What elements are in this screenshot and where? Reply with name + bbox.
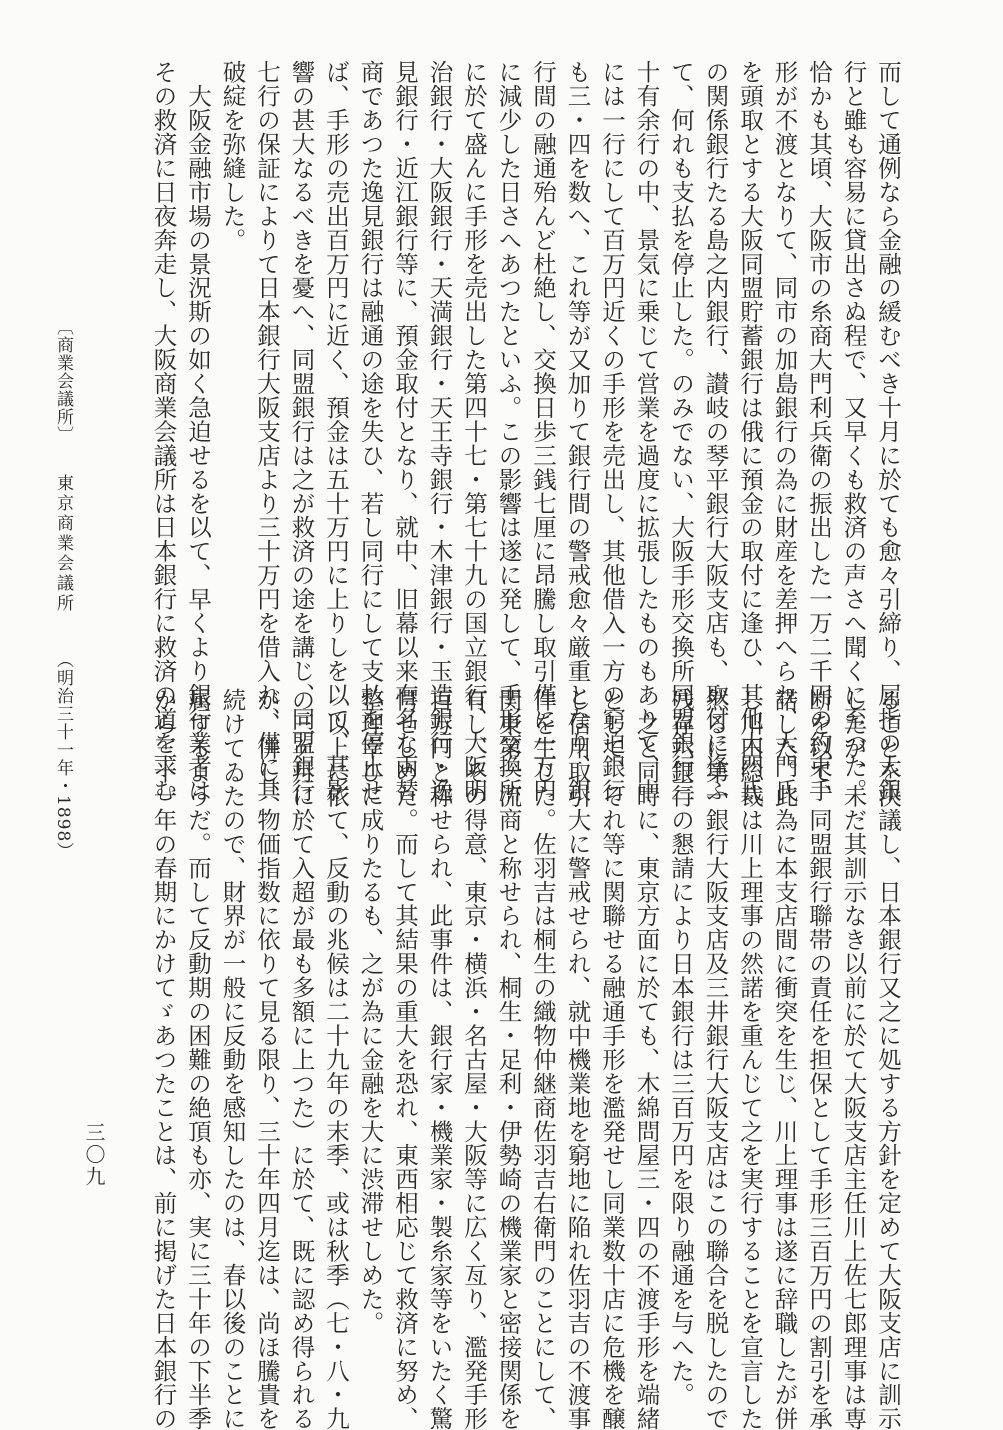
text-column: その救済に日夜奔走し、大阪商業会議所は日本銀行に救済の道を求む bbox=[149, 60, 178, 803]
text-column: 而して通例なら金融の緩むべき十月に於ても愈々引締り、屈指の大銀 bbox=[874, 60, 902, 803]
text-column: 商であつた逸見銀行は融通の途を失ひ、若し同行にして支払を停止せ bbox=[356, 60, 385, 803]
text-column: 行と雖も容易に貸出さぬ程で、又早くも救済の声さへ聞くに至つた。 bbox=[839, 60, 868, 803]
text-column: 行間の融通殆んど杜絶し、交換日歩三銭七厘に昂騰し取引僅に一万円 bbox=[529, 60, 557, 803]
text-column: 然るに第一銀行大阪支店及三井銀行大阪支店はこの聯合を脱したので bbox=[701, 688, 730, 1430]
text-column: の三ケ月に於て入超が最も多額に上つた）に於て、既に認め得られる bbox=[287, 688, 316, 1430]
citation-category: 〔商業会議所〕 bbox=[53, 318, 73, 444]
text-column: し川田総裁は川上理事の然諾を重んじて之を実行することを宣言した bbox=[736, 688, 764, 1430]
text-column: 形が不渡となりて、同市の加島銀行の為に財産を差押へられ、大門氏 bbox=[770, 60, 799, 803]
text-column: 件を生じた。佐羽吉は桐生の織物仲継商佐羽吉右衛門のことにして、 bbox=[529, 688, 557, 1430]
citation-year: （明治三十一年・1898） bbox=[53, 650, 73, 861]
text-column: 十有余行の中、景気に乗じて営業を過度に拡張したものもありて、中 bbox=[632, 60, 661, 803]
text-column: が、併し、物価指数に依りて見る限り、三十年四月迄は、尚ほ騰貴を bbox=[253, 688, 281, 1430]
text-column: 之と同時に、東京方面に於ても、木綿問屋三・四の不渡手形を端緒 bbox=[632, 688, 661, 1430]
text-column: 残存六銀行の懇請により日本銀行は三百万円を限り融通を与へた。 bbox=[667, 688, 695, 1407]
text-column: 響の甚大なるべきを憂へ、同盟銀行は之が救済の途を講じ、同盟銀行 bbox=[287, 60, 316, 803]
text-column: の関係銀行たる島之内銀行、讃岐の琴平銀行大阪支店も、取付に逢ふ bbox=[701, 60, 730, 803]
text-column: も三・四を数へ、これ等が又加りて銀行間の警戒愈々厳重となり、銀 bbox=[563, 60, 592, 803]
text-column: 七行の保証によりて日本銀行大阪支店より三十万円を借入れ、僅に其 bbox=[253, 60, 281, 803]
text-column: し信用取引大に警戒せられ、就中機業地を窮地に陥れ佐羽吉の不渡事 bbox=[563, 688, 592, 1430]
text-column: したが、未だ其訓示なき以前に於て大阪支店主任川上佐七郎理事は専 bbox=[839, 688, 868, 1430]
text-column: 有し、その得意、東京・横浜・名古屋・大阪等に広く亙り、濫発手形 bbox=[460, 688, 488, 1430]
text-column: ば、手形の売出百万円に近く、預金は五十万円に上りしを以て、其影 bbox=[322, 60, 350, 803]
source-citation bbox=[52, 318, 74, 860]
text-column: 断を以て、同盟銀行聯帯の責任を担保として手形三百万円の割引を承 bbox=[805, 688, 833, 1430]
text-column: 破綻を弥縫した。 bbox=[218, 60, 247, 252]
lower-text-block bbox=[146, 688, 905, 1430]
text-column: 恰かも其頃、大阪市の糸商大門利兵衛の振出した一万二千円の約束手 bbox=[805, 60, 833, 803]
text-column: ることを決議し、日本銀行又之に処する方針を定めて大阪支店に訓示 bbox=[874, 688, 902, 1430]
text-column: を頭取とする大阪同盟貯蓄銀行は俄に預金の取付に逢ひ、其他大門氏 bbox=[736, 60, 764, 803]
upper-text-block bbox=[146, 60, 905, 803]
text-column: から三十一年の春期にかけてゞあつたことは、前に掲げた日本銀行の bbox=[149, 688, 178, 1430]
text-column: 治銀行・大阪銀行・天満銀行・天王寺銀行・木津銀行・玉造銀行・逸 bbox=[425, 60, 454, 803]
text-column: として、それ等に関聯せる融通手形を濫発せし同業数十店に危機を醸 bbox=[598, 688, 626, 1430]
text-column: に於て盛んに手形を売出した第四十七・第七十九の国立銀行、大阪明 bbox=[460, 60, 488, 803]
text-column: 整理幸ひに成りたるも、之が為に金融を大に渋滞せしめた。 bbox=[356, 688, 385, 1335]
text-column: 以上に依て、反動の兆候は二十九年の末季、或は秋季（七・八・九 bbox=[322, 688, 350, 1430]
citation-organization: 東京商業会議所 bbox=[53, 474, 73, 615]
text-column: 属するようだ。而して反動期の困難の絶頂も亦、実に三十年の下半季 bbox=[184, 688, 212, 1430]
text-column: 百万円と称せられ、此事件は、銀行家・機業家・製糸家等をいたく驚 bbox=[425, 688, 454, 1430]
text-column: 見銀行・近江銀行等に、預金取付となり、就中、旧幕以来有名な両替 bbox=[391, 60, 419, 803]
text-column: 諾した。此為に本支店間に衝突を生じ、川上理事は遂に辞職したが併 bbox=[770, 688, 799, 1430]
text-column: 関東第一流商と称せられ、桐生・足利・伊勢崎の機業家と密接関係を bbox=[494, 688, 523, 1430]
text-column: に減少した日さへあつたといふ。この影響は遂に発して、手形交換所 bbox=[494, 60, 523, 803]
text-column: て、何れも支払を停止した。のみでない、大阪手形交換所同盟銀行三 bbox=[667, 60, 695, 803]
text-column: 続けてゐたので、財界が一般に反動を感知したのは、春以後のことに bbox=[218, 688, 247, 1430]
text-column: には一行にして百万円近くの手形を売出し、其他借入一方の窮迫銀行 bbox=[598, 60, 626, 803]
page-number: 三〇九 bbox=[82, 1122, 106, 1188]
text-column: 愕せしめた。而して其結果の重大を恐れ、東西相応じて救済に努め、 bbox=[391, 688, 419, 1430]
text-column: 大阪金融市場の景況斯の如く急迫せるを以て、早くより銀行業者は bbox=[184, 60, 212, 803]
